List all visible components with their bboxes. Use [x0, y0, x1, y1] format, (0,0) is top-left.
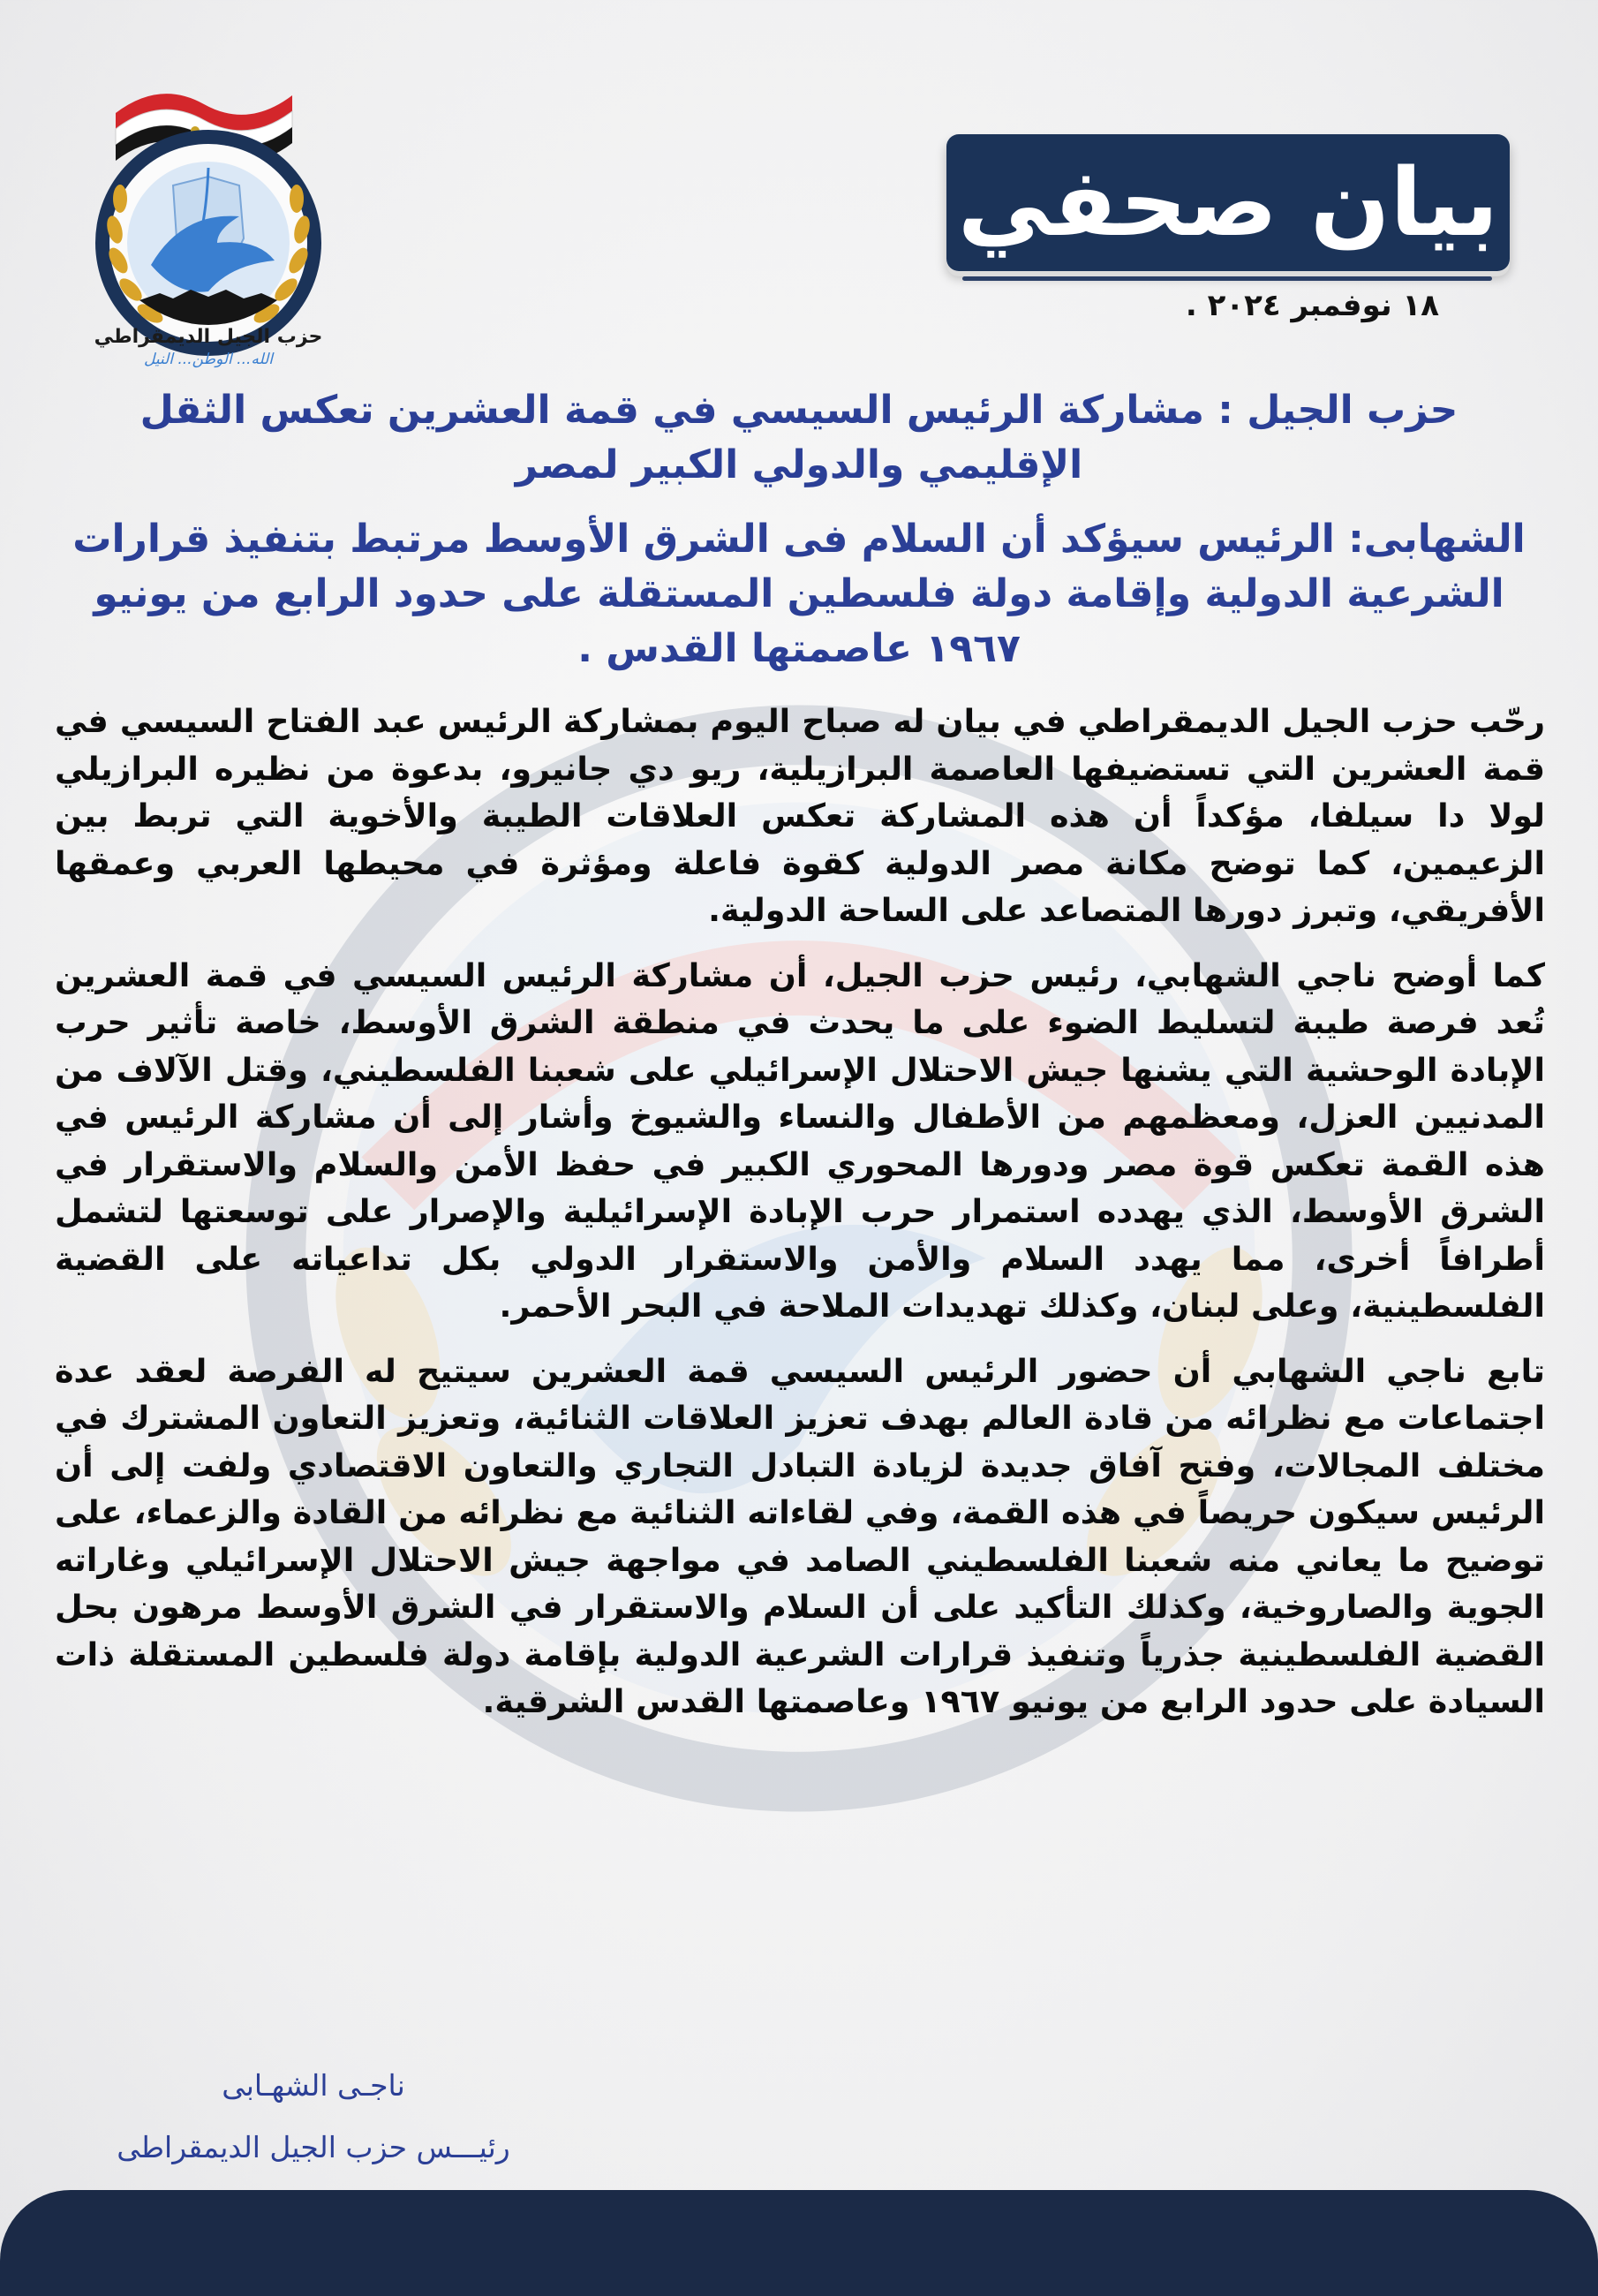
paragraph-2: كما أوضح ناجي الشهابي، رئيس حزب الجيل، أن مشاركة الرئيس السيسي في قمة العشرين تُعد فرصة طيبة لتسليط الضوء على ما يحدث في منطقة الشرق الأوسط، خاصة تأثير حرب الإبادة الوحشية التي يشنها جيش الاحتلال الإسرائيلي على شعبنا الفلسطيني، وقتل الآلاف من المدنيين العزل، ومعظمهم من الأطفال والنساء والشيوخ وأشار إلى أن مشاركة الرئيس في هذه القمة تعكس قوة مصر ودورها المحوري الكبير في حفظ الأمن والسلام والاستقرار في الشرق الأوسط، الذي يهدده استمرار حرب الإبادة الإسرائيلية والإصرار على توسعتها لتشمل أطرافاً أخرى، مما يهدد السلام والأمن والاستقرار الدولي بكل تداعياته على القضية الفلسطينية، وعلى لبنان، وكذلك تهديدات الملاحة في البحر الأحمر.	[55, 955, 1545, 1325]
press-release-banner	[946, 134, 1510, 271]
press-release-title: بيان صحفي	[957, 147, 1499, 257]
article-body	[55, 698, 1545, 1743]
sub-headline: الشهابى: الرئيس سيؤكد أن السلام فى الشرق الأوسط مرتبط بتنفيذ قرارات الشرعية الدولية وإقامة دولة فلسطين المستقلة على حدود الرابع من يونيو ١٩٦٧ عاصمتها القدس .	[72, 517, 1526, 671]
banner-underline	[962, 276, 1492, 281]
signature-title: رئيـــس حزب الجيل الديمقراطى	[117, 2130, 510, 2164]
footer-bar	[0, 2190, 1598, 2296]
paragraph-3: تابع ناجي الشهابي أن حضور الرئيس السيسي قمة العشرين سيتيح له الفرصة لعقد عدة اجتماعات مع نظرائه من قادة العالم بهدف تعزيز العلاقات الثنائية، وتعزيز التعاون المشترك في مختلف المجالات، وفتح آفاق جديدة لزيادة التبادل التجاري والتعاون الاقتصادي ولفت إلى أن الرئيس سيكون حريصاً في هذه القمة، وفي لقاءاته الثنائية مع نظرائه من القادة والزعماء، على توضيح ما يعاني منه شعبنا الفلسطيني الصامد في مواجهة جيش الاحتلال الإسرائيلي وغاراته الجوية والصاروخية، وكذلك التأكيد على أن السلام والاستقرار في الشرق الأوسط مرهون بحل القضية الفلسطينية جذرياً وتنفيذ قرارات الشرعية الدولية بإقامة دولة فلسطين المستقلة ذات السيادة على حدود الرابع من يونيو ١٩٦٧ وعاصمتها القدس الشرقية.	[55, 1351, 1545, 1720]
main-headline: حزب الجيل : مشاركة الرئيس السيسي في قمة العشرين تعكس الثقل الإقليمي والدولي الكبير لمصر	[139, 388, 1459, 487]
release-date: ١٨ نوفمبر ٢٠٢٤ .	[1185, 288, 1439, 323]
party-logo	[76, 62, 341, 371]
logo-motto: الله... الوطن... النيل	[143, 351, 274, 368]
paragraph-1: رحّب حزب الجيل الديمقراطي في بيان له صباح اليوم بمشاركة الرئيس عبد الفتاح السيسي في قمة العشرين التي تستضيفها العاصمة البرازيلية، ريو دي جانيرو، بدعوة من نظيره البرازيلي لولا دا سيلفا، مؤكداً أن هذه المشاركة تعكس العلاقات الطيبة والأخوية التي تربط بين الزعيمين، كما توضح مكانة مصر الدولية كقوة فاعلة ومؤثرة في محيطها العربي وعمقها الأفريقي، وتبرز دورها المتصاعد على الساحة الدولية.	[55, 702, 1545, 929]
signature-name: ناجـى الشهـابى	[222, 2068, 405, 2103]
logo-party-name: حزب الجيل الديمقراطي	[94, 326, 323, 348]
